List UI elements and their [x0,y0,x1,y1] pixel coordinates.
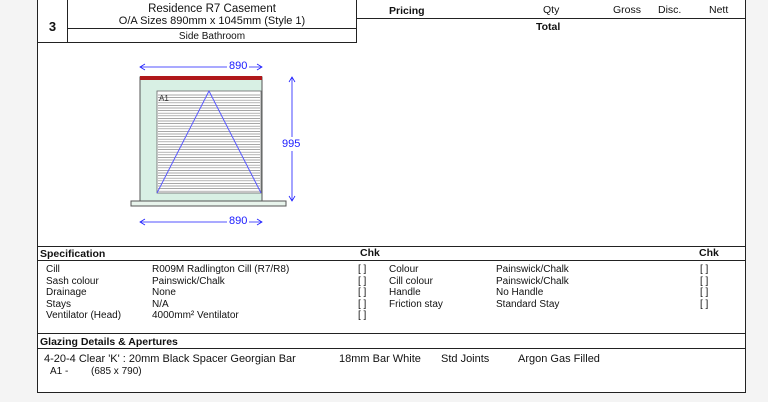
spec-left-label: Ventilator (Head) [46,310,122,321]
spec-left-chk[interactable]: [ ] [358,310,367,321]
spec-right-chk[interactable]: [ ] [700,275,709,287]
spec-right-chk[interactable]: [ ] [700,264,709,275]
spec-left-value: None [152,287,176,298]
spec-left-chk[interactable]: [ ] [358,298,367,310]
head-ventilator [140,76,262,80]
spec-right-label: Colour [389,264,419,275]
spec-top-rule [38,246,745,247]
spec-left-chk[interactable]: [ ] [358,264,367,275]
spec-right-label: Handle [389,287,421,298]
aperture-size: (685 x 790) [91,366,142,377]
item-title: Residence R7 Casement [148,3,276,15]
spec-left-value: 4000mm² Ventilator [152,310,239,321]
item-number: 3 [48,19,57,34]
item-sizes: O/A Sizes 890mm x 1045mm (Style 1) [118,15,306,27]
window-item-sheet [37,0,746,393]
spec-left-label: Sash colour [46,275,99,287]
spec-left-label: Drainage [46,287,87,298]
nett-header: Nett [709,4,729,16]
qty-header: Qty [543,4,560,16]
cill [131,201,286,206]
spec-right-value: No Handle [496,287,544,298]
spec-right-chk[interactable]: [ ] [700,298,709,310]
spec-chk-header-left: Chk [360,247,380,259]
spec-header-rule [38,260,745,261]
spec-left-value: Painswick/Chalk [152,275,225,287]
gross-header: Gross [613,4,642,16]
title-location-divider [67,28,357,29]
pane-label: A1 [159,94,169,103]
spec-right-label: Cill colour [389,275,433,287]
spec-left-label: Cill [46,264,60,275]
glazing-gas: Argon Gas Filled [518,353,600,365]
spec-left-chk[interactable]: [ ] [358,287,367,298]
aperture-id: A1 - [50,366,69,377]
item-location: Side Bathroom [178,31,246,42]
pricing-header-rule [357,18,745,19]
spec-left-value: N/A [152,298,169,310]
pricing-header: Pricing [389,5,425,17]
disc-header: Disc. [658,4,682,16]
spec-chk-header-right: Chk [699,247,719,259]
spec-left-chk[interactable]: [ ] [358,275,367,287]
spec-right-chk[interactable]: [ ] [700,287,709,298]
top-width-label: 890 [229,60,248,72]
spec-left-label: Stays [46,298,72,310]
spec-right-value: Painswick/Chalk [496,275,569,287]
glazing-spec: 4-20-4 Clear 'K' : 20mm Black Spacer Georgian Bar [44,353,296,365]
bottom-width-label: 890 [229,215,248,227]
spec-title: Specification [40,248,106,260]
spec-right-value: Painswick/Chalk [496,264,569,275]
glazing-joints: Std Joints [441,353,490,365]
total-label: Total [536,21,561,33]
spec-right-value: Standard Stay [496,298,560,310]
height-label: 995 [282,138,301,150]
spec-right-label: Friction stay [389,298,443,310]
glazing-bar: 18mm Bar White [339,353,421,365]
glazing-top-rule [38,333,745,334]
spec-left-value: R009M Radlington Cill (R7/R8) [152,264,290,275]
glazing-header-rule [38,348,745,349]
glazing-title: Glazing Details & Apertures [40,336,178,348]
